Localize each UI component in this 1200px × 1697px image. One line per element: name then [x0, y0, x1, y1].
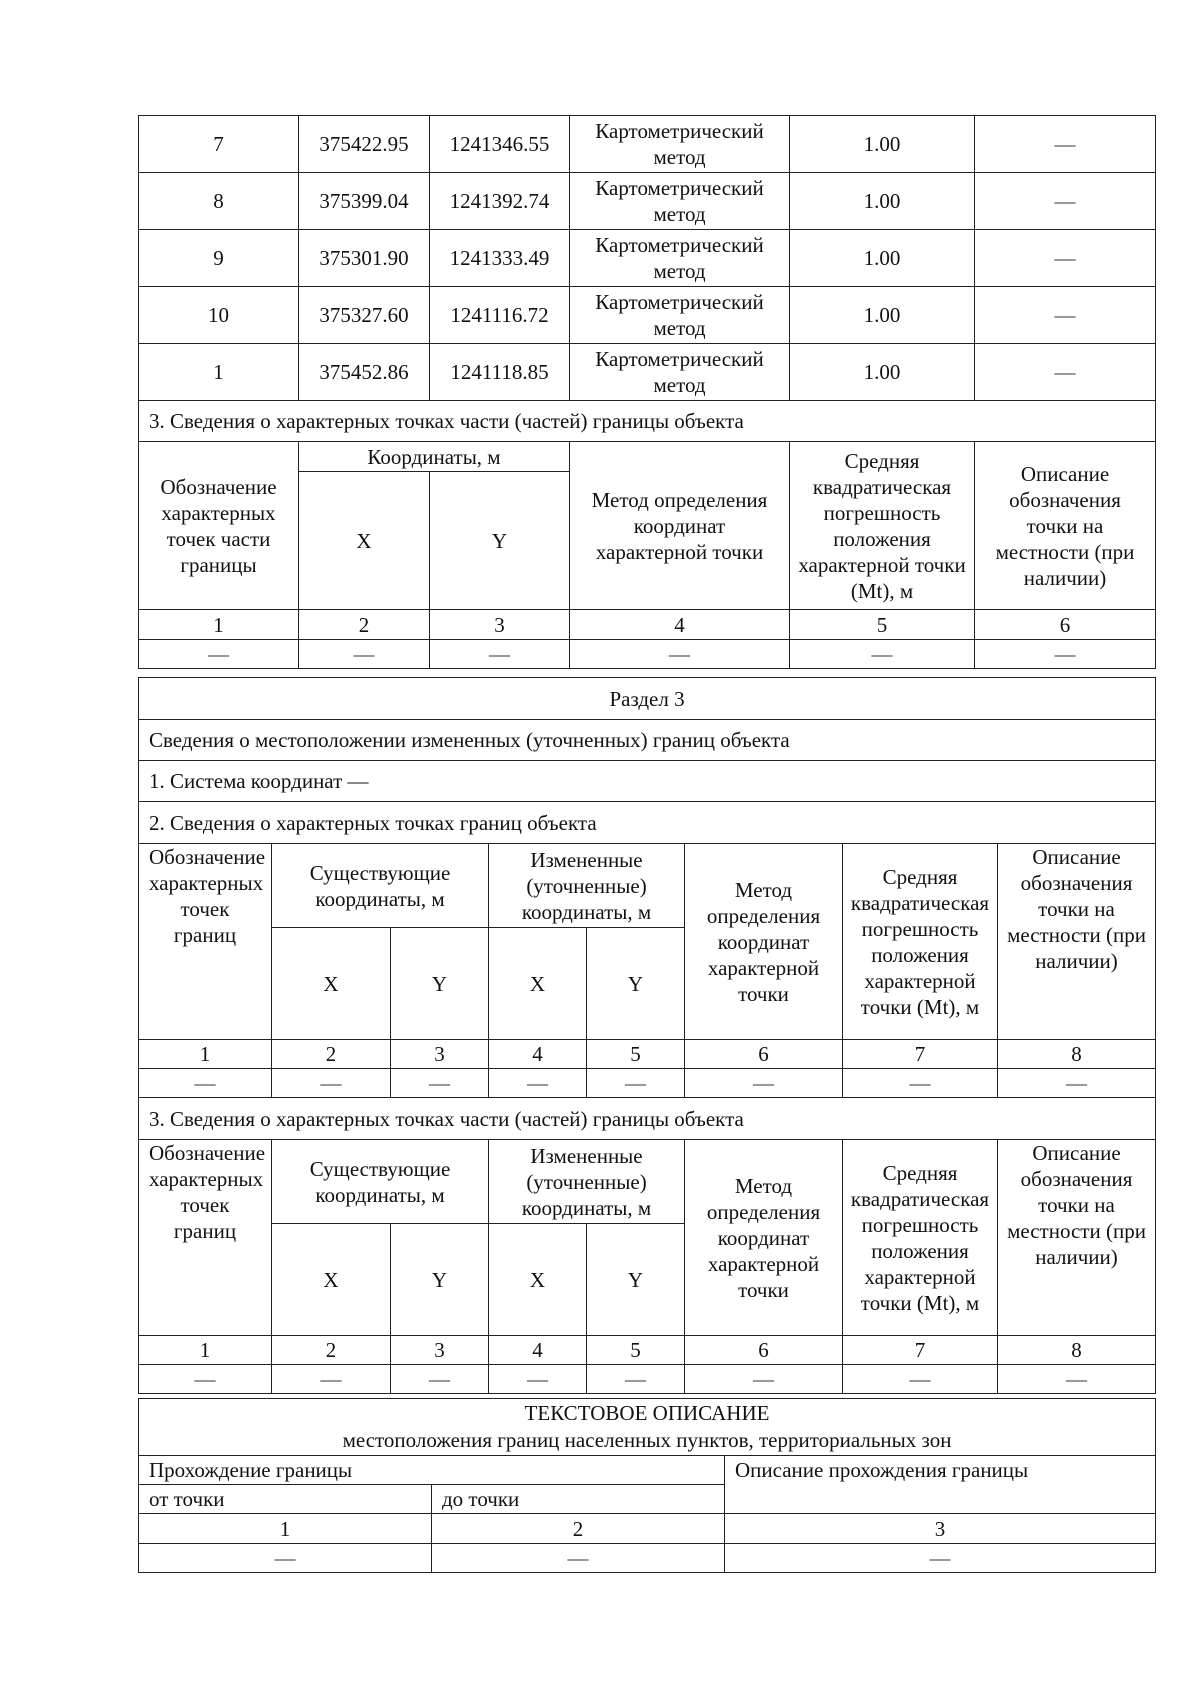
- column-number: 4: [570, 610, 790, 640]
- empty-cell: —: [272, 1069, 391, 1098]
- header-x: X: [489, 928, 587, 1040]
- column-number: 3: [391, 1040, 489, 1069]
- coord-x: 375452.86: [299, 344, 430, 401]
- accuracy: 1.00: [790, 344, 975, 401]
- empty-cell: —: [139, 1365, 272, 1394]
- boundary-points-table: [138, 115, 1156, 669]
- method: Картометрический метод: [570, 230, 790, 287]
- section3-table: [138, 677, 1156, 1394]
- empty-cell: —: [685, 1365, 843, 1394]
- point-description: —: [975, 230, 1156, 287]
- table-row: [139, 173, 1156, 230]
- header-x: X: [272, 1224, 391, 1336]
- header-designation: Обозначение характерных точек границ: [139, 1140, 272, 1336]
- table-b-title: 3. Сведения о характерных точках части (частей) границы объекта: [139, 1098, 1156, 1140]
- method: Картометрический метод: [570, 344, 790, 401]
- empty-cell: —: [299, 640, 430, 669]
- table-row: [139, 287, 1156, 344]
- table-row: [139, 344, 1156, 401]
- header-y: Y: [391, 928, 489, 1040]
- header-description: Описание обозначения точки на местности (при наличии): [998, 844, 1156, 1040]
- header-method: Метод определения координат характерной точки: [570, 442, 790, 610]
- header-x: X: [272, 928, 391, 1040]
- column-number: 2: [432, 1514, 725, 1544]
- column-number: 2: [299, 610, 430, 640]
- header-x: X: [489, 1224, 587, 1336]
- section3-title: Раздел 3: [139, 678, 1156, 720]
- point-description: —: [975, 344, 1156, 401]
- header-method: Метод определения координат характерной точки: [685, 1140, 843, 1336]
- header-method: Метод определения координат характерной точки: [685, 844, 843, 1040]
- empty-cell: —: [685, 1069, 843, 1098]
- column-number: 8: [998, 1336, 1156, 1365]
- method: Картометрический метод: [570, 287, 790, 344]
- header-designation: Обозначение характерных точек границ: [139, 844, 272, 1040]
- coord-system-line: 1. Система координат —: [139, 761, 1156, 802]
- column-number: 5: [587, 1336, 685, 1365]
- accuracy: 1.00: [790, 173, 975, 230]
- empty-cell: —: [139, 640, 299, 669]
- coord-y: 1241118.85: [430, 344, 570, 401]
- coord-x: 375327.60: [299, 287, 430, 344]
- to-point-header: до точки: [432, 1485, 725, 1514]
- column-number: 3: [725, 1514, 1156, 1544]
- empty-cell: —: [139, 1069, 272, 1098]
- empty-cell: —: [391, 1365, 489, 1394]
- column-number: 8: [998, 1040, 1156, 1069]
- column-number: 5: [587, 1040, 685, 1069]
- table-a-title: 2. Сведения о характерных точках границ объекта: [139, 802, 1156, 844]
- column-number: 2: [272, 1040, 391, 1069]
- text-description-header: [139, 1399, 1156, 1456]
- column-number: 5: [790, 610, 975, 640]
- empty-cell: —: [843, 1365, 998, 1394]
- empty-cell: —: [725, 1544, 1156, 1573]
- header-x: X: [299, 472, 430, 610]
- coord-y: 1241346.55: [430, 116, 570, 173]
- point-description: —: [975, 173, 1156, 230]
- point-number: 10: [139, 287, 299, 344]
- header-y: Y: [430, 472, 570, 610]
- header-accuracy: Средняя квадратическая погрешность положения характерной точки (Mt), м: [843, 844, 998, 1040]
- column-number: 3: [391, 1336, 489, 1365]
- text-description-table: [138, 1398, 1156, 1573]
- column-number: 1: [139, 1336, 272, 1365]
- coord-y: 1241333.49: [430, 230, 570, 287]
- empty-cell: —: [570, 640, 790, 669]
- text-description-subtitle: местоположения границ населенных пунктов, территориальных зон: [342, 1428, 952, 1452]
- column-number: 6: [685, 1040, 843, 1069]
- method: Картометрический метод: [570, 116, 790, 173]
- header-y: Y: [587, 928, 685, 1040]
- header-existing-coordinates: Существующие координаты, м: [272, 1140, 489, 1224]
- header-existing-coordinates: Существующие координаты, м: [272, 844, 489, 928]
- empty-cell: —: [790, 640, 975, 669]
- changed-part-points-table: [139, 1140, 1156, 1394]
- empty-cell: —: [587, 1365, 685, 1394]
- header-designation: Обозначение характерных точек части границы: [139, 442, 299, 610]
- boundary-points-body: [139, 116, 1156, 669]
- coord-y: 1241392.74: [430, 173, 570, 230]
- table-row: [139, 116, 1156, 173]
- header-description: Описание обозначения точки на местности (при наличии): [998, 1140, 1156, 1336]
- empty-cell: —: [489, 1365, 587, 1394]
- header-y: Y: [391, 1224, 489, 1336]
- column-number: 4: [489, 1336, 587, 1365]
- coord-y: 1241116.72: [430, 287, 570, 344]
- column-number: 7: [843, 1336, 998, 1365]
- column-number: 3: [430, 610, 570, 640]
- text-description-title: ТЕКСТОВОЕ ОПИСАНИЕ: [524, 1401, 770, 1425]
- empty-cell: —: [587, 1069, 685, 1098]
- column-number: 1: [139, 1514, 432, 1544]
- header-accuracy: Средняя квадратическая погрешность положения характерной точки (Mt), м: [843, 1140, 998, 1336]
- empty-cell: —: [391, 1069, 489, 1098]
- accuracy: 1.00: [790, 116, 975, 173]
- empty-cell: —: [272, 1365, 391, 1394]
- section3-subtitle: Сведения о местоположении измененных (уточненных) границ объекта: [139, 720, 1156, 761]
- point-description: —: [975, 116, 1156, 173]
- empty-cell: —: [843, 1069, 998, 1098]
- empty-cell: —: [998, 1069, 1156, 1098]
- coord-x: 375301.90: [299, 230, 430, 287]
- column-number: 1: [139, 1040, 272, 1069]
- point-number: 8: [139, 173, 299, 230]
- accuracy: 1.00: [790, 287, 975, 344]
- method: Картометрический метод: [570, 173, 790, 230]
- header-coordinates: Координаты, м: [299, 442, 570, 472]
- passage-header: Прохождение границы: [139, 1456, 725, 1485]
- header-accuracy: Средняя квадратическая погрешность положения характерной точки (Mt), м: [790, 442, 975, 610]
- empty-cell: —: [975, 640, 1156, 669]
- point-number: 7: [139, 116, 299, 173]
- point-number: 1: [139, 344, 299, 401]
- column-number: 6: [685, 1336, 843, 1365]
- changed-points-table: [139, 844, 1156, 1098]
- column-number: 6: [975, 610, 1156, 640]
- point-description: —: [975, 287, 1156, 344]
- empty-cell: —: [430, 640, 570, 669]
- header-description: Описание обозначения точки на местности (при наличии): [975, 442, 1156, 610]
- column-number: 4: [489, 1040, 587, 1069]
- point-number: 9: [139, 230, 299, 287]
- header-changed-coordinates: Измененные (уточненные) координаты, м: [489, 1140, 685, 1224]
- coord-x: 375399.04: [299, 173, 430, 230]
- header-changed-coordinates: Измененные (уточненные) координаты, м: [489, 844, 685, 928]
- passage-description-header: Описание прохождения границы: [725, 1456, 1156, 1514]
- column-number: 7: [843, 1040, 998, 1069]
- column-number: 2: [272, 1336, 391, 1365]
- empty-cell: —: [998, 1365, 1156, 1394]
- empty-cell: —: [139, 1544, 432, 1573]
- accuracy: 1.00: [790, 230, 975, 287]
- empty-cell: —: [489, 1069, 587, 1098]
- coord-x: 375422.95: [299, 116, 430, 173]
- column-number: 1: [139, 610, 299, 640]
- part-points-title: 3. Сведения о характерных точках части (частей) границы объекта: [139, 401, 1156, 442]
- from-point-header: от точки: [139, 1485, 432, 1514]
- header-y: Y: [587, 1224, 685, 1336]
- empty-cell: —: [432, 1544, 725, 1573]
- table-row: [139, 230, 1156, 287]
